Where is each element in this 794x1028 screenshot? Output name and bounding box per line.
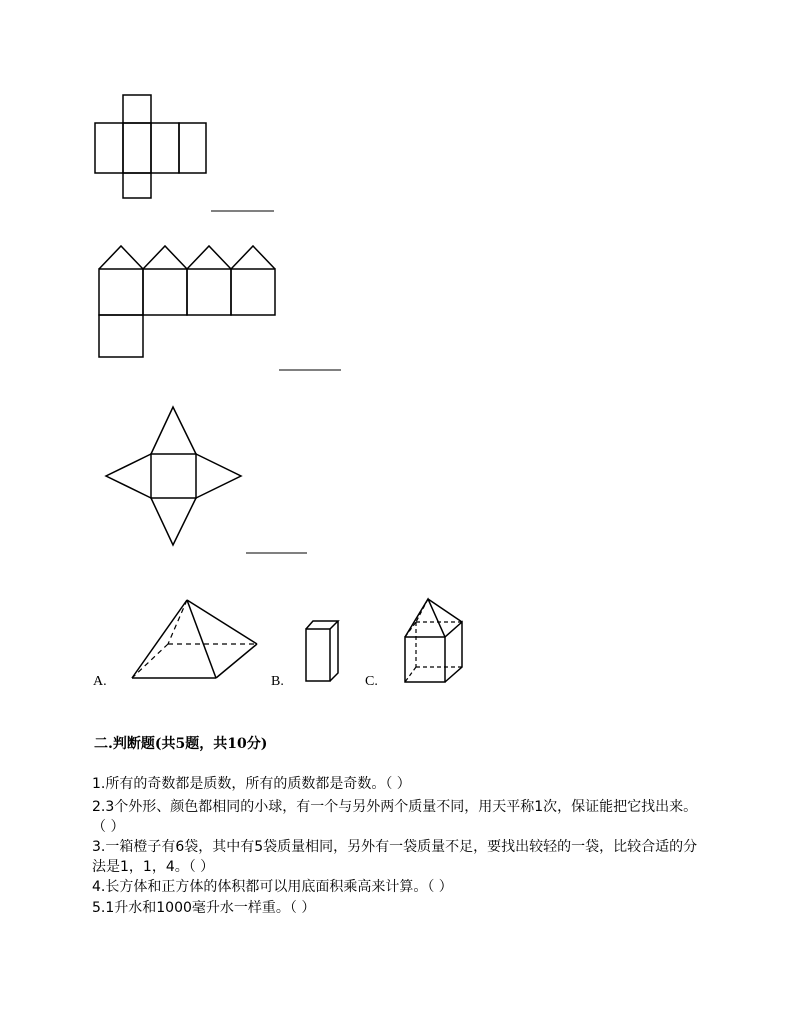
question-5: 5.1升水和1000毫升水一样重。（ ） xyxy=(92,900,316,916)
option-a-pyramid[interactable] xyxy=(132,600,257,678)
question-2: 2.3个外形、颜色都相同的小球，有一个与另外两个质量不同，用天平称1次，保证能把它找出来。（ ） xyxy=(92,799,698,835)
section-title: 二.判断题(共5题，共10分) xyxy=(94,736,268,752)
question-1: 1.所有的奇数都是质数，所有的质数都是奇数。（ ） xyxy=(92,776,411,792)
option-b-prism[interactable] xyxy=(306,621,338,681)
option-b-label: B. xyxy=(271,674,284,689)
option-a-label: A. xyxy=(93,674,107,689)
option-c-label: C. xyxy=(365,674,378,689)
question-4: 4.长方体和正方体的体积都可以用底面积乘高来计算。（ ） xyxy=(92,879,453,895)
question-3: 3.一箱橙子有6袋，其中有5袋质量相同，另外有一袋质量不足，要找出较轻的一袋，比较合适的分法是1，1，4。（ ） xyxy=(92,839,698,875)
cube-net-figure xyxy=(95,95,206,198)
pyramid-net-figure xyxy=(106,407,241,545)
option-c-cube-pyramid[interactable] xyxy=(405,599,462,682)
house-net-figure xyxy=(99,246,275,357)
